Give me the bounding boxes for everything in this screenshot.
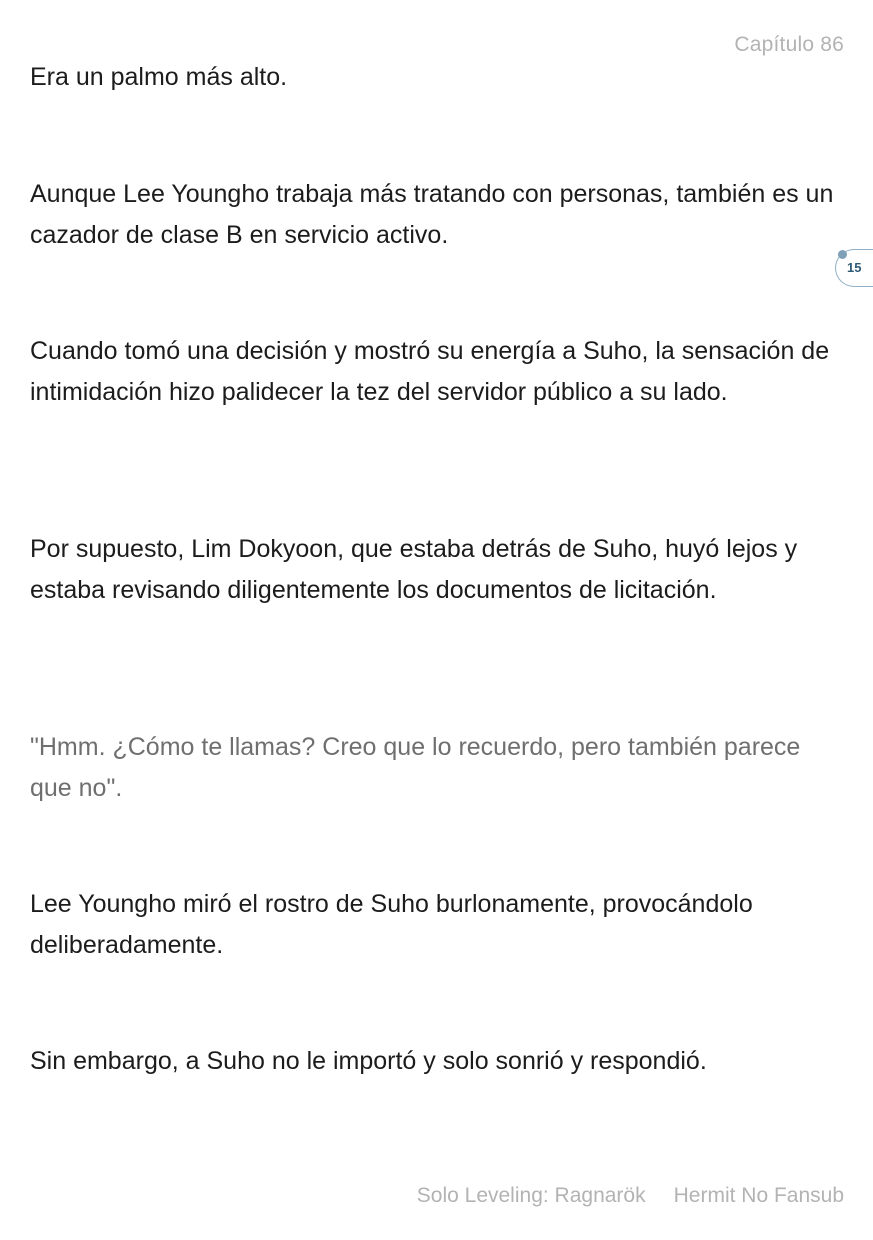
book-title: Solo Leveling: Ragnarök (416, 1184, 646, 1207)
paragraph: Por supuesto, Lim Dokyoon, que estaba detrás de Suho, huyó lejos y estaba revisando diligentemente los documentos de licitación. (30, 535, 798, 604)
page-marker-tab[interactable] (835, 249, 873, 287)
chapter-label: Capítulo 86 (734, 33, 844, 56)
paragraph: Lee Youngho miró el rostro de Suho burlonamente, provocándolo deliberadamente. (30, 890, 753, 959)
paragraph: Aunque Lee Youngho trabaja más tratando con personas, también es un cazador de clase B en servicio activo. (30, 180, 834, 249)
paragraph: Cuando tomó una decisión y mostró su energía a Suho, la sensación de intimidación hizo palidecer la tez del servidor público a su lado. (30, 337, 830, 406)
paragraph: Era un palmo más alto. (30, 63, 288, 91)
dialogue-paragraph: "Hmm. ¿Cómo te llamas? Creo que lo recuerdo, pero también parece que no". (30, 733, 801, 802)
paragraph: Sin embargo, a Suho no le importó y solo sonrió y respondió. (30, 1047, 707, 1075)
page-marker-dot-icon (838, 250, 847, 259)
translator-credit: Hermit No Fansub (673, 1184, 844, 1207)
footer (417, 1184, 844, 1208)
page-number: 15 (847, 260, 862, 275)
